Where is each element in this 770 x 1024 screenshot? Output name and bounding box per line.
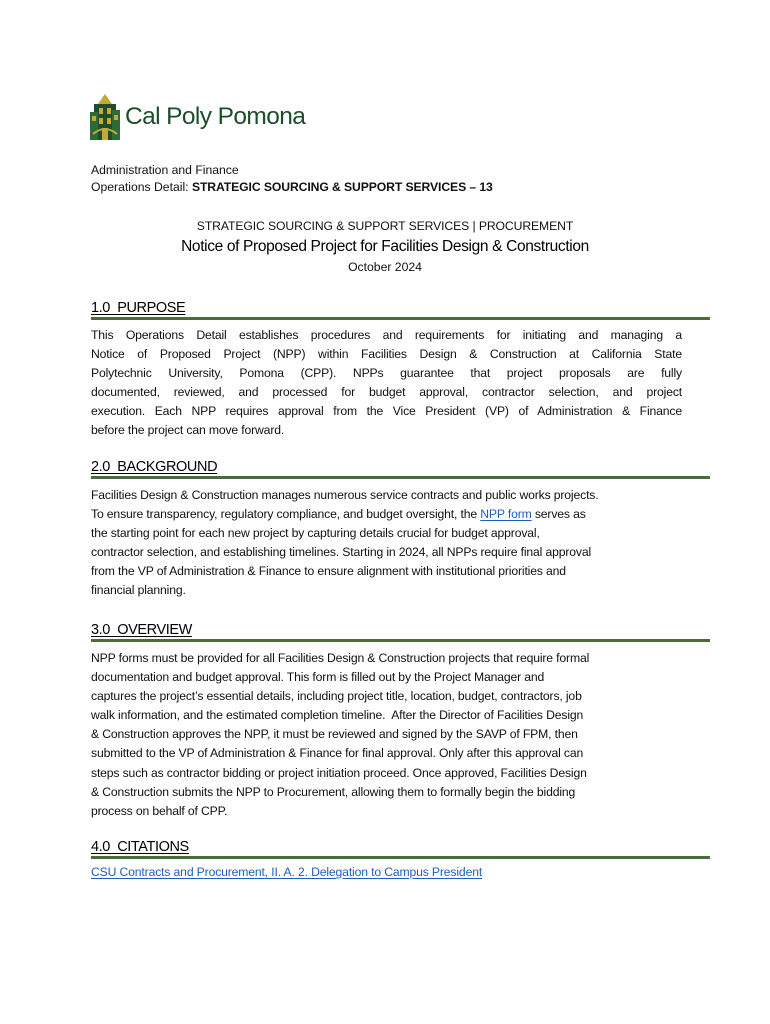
paragraph-line: Facilities Design & Construction manages numerous service contracts and public works projects. bbox=[91, 488, 599, 502]
section-heading-background bbox=[91, 456, 710, 479]
operations-detail-line bbox=[91, 179, 493, 196]
paragraph-line: documentation and budget approval. This form is filled out by the Project Manager and bbox=[91, 670, 545, 685]
paragraph-text: To ensure transparency, regulatory compliance, and budget oversight, the bbox=[91, 507, 481, 522]
overview-paragraph bbox=[91, 649, 682, 821]
document-date: October 2024 bbox=[348, 260, 422, 274]
section-heading-overview bbox=[91, 619, 710, 642]
paragraph-line: & Construction approves the NPP, it must be reviewed and signed by the SAVP of FPM, then bbox=[91, 727, 578, 742]
section-heading-purpose bbox=[91, 297, 710, 320]
paragraph-line: NPP forms must be provided for all Facilities Design & Construction projects that require formal bbox=[91, 651, 590, 665]
section-title-background: 2.0 BACKGROUND bbox=[91, 459, 218, 475]
paragraph-line: steps such as contractor bidding or project initiation proceed. Once approved, Facilities Design bbox=[91, 765, 587, 780]
paragraph-line: & Construction submits the NPP to Procurement, allowing them to formally begin the bidding bbox=[91, 784, 576, 799]
cal-poly-pomona-logo bbox=[90, 93, 305, 141]
operations-header bbox=[91, 162, 493, 196]
paragraph-line bbox=[91, 505, 682, 524]
section-title-purpose: 1.0 PURPOSE bbox=[91, 300, 186, 316]
paragraph-text: serves as bbox=[531, 507, 586, 522]
operations-detail-value: STRATEGIC SOURCING & SUPPORT SERVICES – 13 bbox=[191, 180, 493, 194]
paragraph-line: process on behalf of CPP. bbox=[91, 803, 228, 818]
paragraph-line: documented, reviewed, and processed for budget approval, contractor selection, and project bbox=[91, 385, 682, 400]
section-title-citations: 4.0 CITATIONS bbox=[91, 839, 189, 855]
logo-wordmark: Cal Poly Pomona bbox=[125, 102, 306, 130]
paragraph-line: the starting point for each new project by capturing details crucial for budget approval, bbox=[91, 526, 540, 541]
paragraph-line: submitted to the VP of Administration & Finance for final approval. Only after this approval can bbox=[91, 746, 584, 761]
paragraph-line: walk information, and the estimated completion timeline. After the Director of Facilities Design bbox=[91, 708, 584, 723]
paragraph-line: captures the project’s essential details, including project title, location, budget, contractors, job bbox=[91, 689, 582, 704]
section-title-overview: 3.0 OVERVIEW bbox=[91, 622, 192, 638]
operations-detail-label: Operations Detail: bbox=[91, 180, 192, 194]
csu-contracts-citation-link[interactable]: CSU Contracts and Procurement, II. A. 2. Delegation to Campus President bbox=[91, 865, 483, 879]
npp-form-link[interactable]: NPP form bbox=[480, 507, 532, 522]
paragraph-line: execution. Each NPP requires approval from the Vice President (VP) of Administration & Finance bbox=[91, 404, 682, 419]
paragraph-line: before the project can move forward. bbox=[91, 423, 285, 438]
background-paragraph bbox=[91, 486, 682, 601]
paragraph-line: from the VP of Administration & Finance to ensure alignment with institutional priorities and bbox=[91, 564, 566, 579]
paragraph-line: This Operations Detail establishes procedures and requirements for initiating and managing a bbox=[91, 328, 682, 342]
department-heading: STRATEGIC SOURCING & SUPPORT SERVICES | PROCUREMENT bbox=[196, 219, 574, 233]
document-title: Notice of Proposed Project for Facilities Design & Construction bbox=[181, 238, 589, 255]
section-heading-citations bbox=[91, 836, 710, 859]
paragraph-line: Notice of Proposed Project (NPP) within Facilities Design & Construction at California State bbox=[91, 347, 682, 362]
paragraph-line: contractor selection, and establishing timelines. Starting in 2024, all NPPs require final approval bbox=[91, 545, 592, 560]
cpp-building-logo-icon bbox=[90, 94, 120, 140]
paragraph-line: financial planning. bbox=[91, 583, 186, 598]
paragraph-line: Polytechnic University, Pomona (CPP). NPPs guarantee that project proposals are fully bbox=[91, 366, 682, 381]
purpose-paragraph bbox=[91, 326, 682, 441]
citation-entry bbox=[91, 865, 482, 879]
division-label: Administration and Finance bbox=[91, 163, 239, 177]
